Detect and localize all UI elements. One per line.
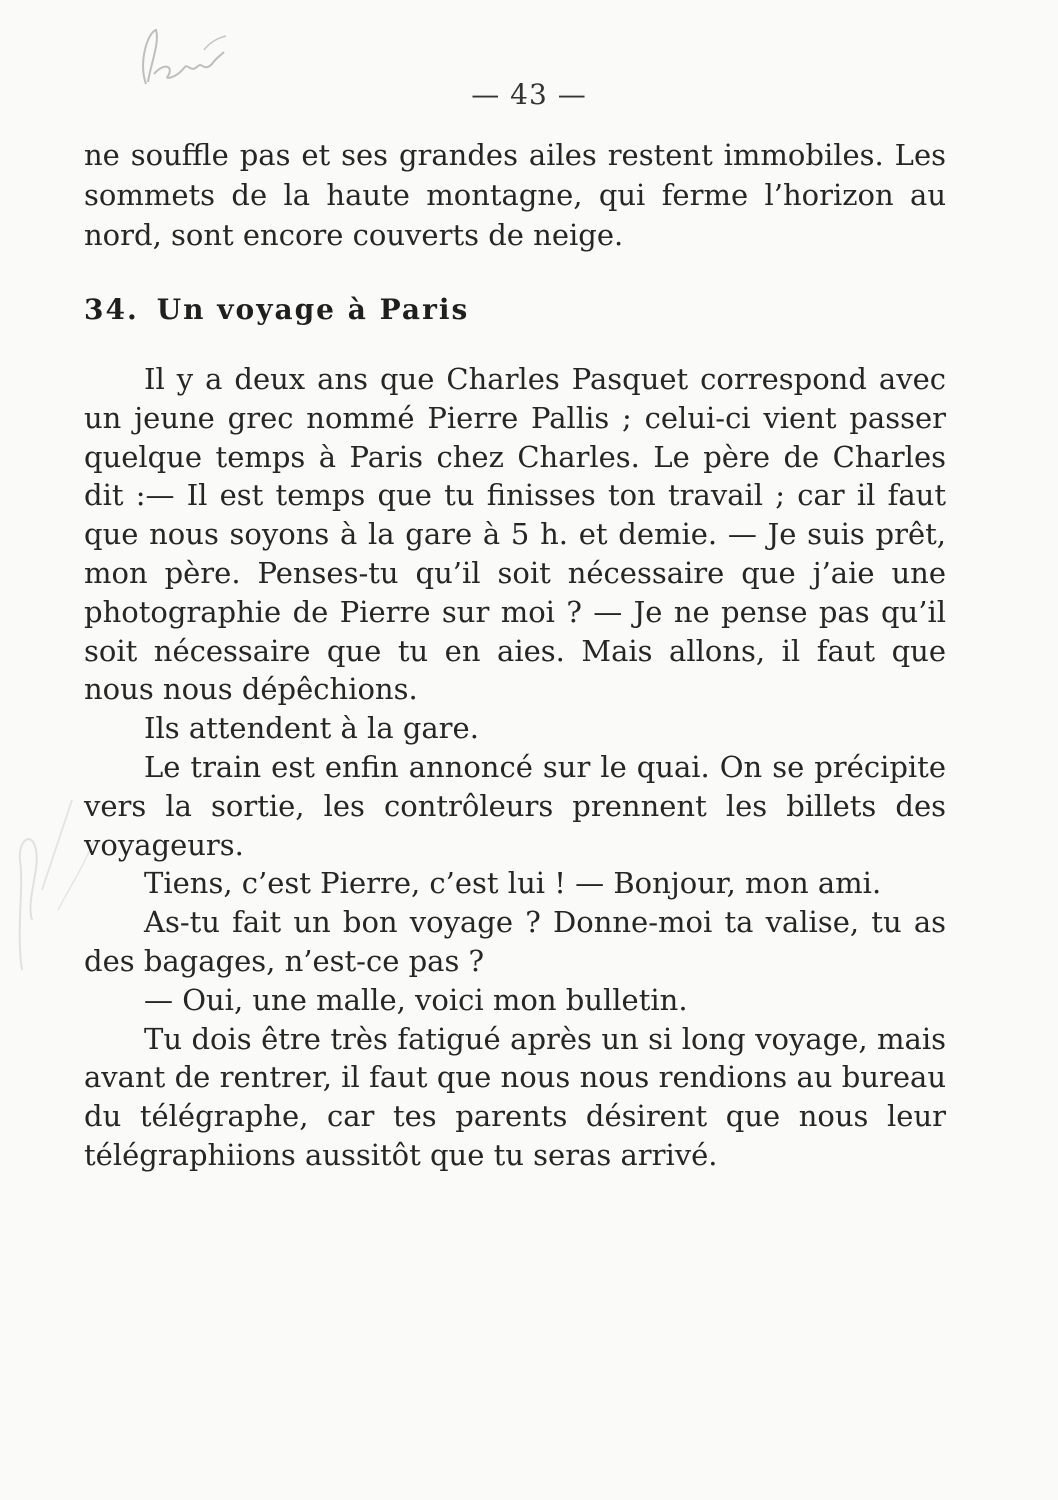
section-title: Un voyage à Paris — [156, 293, 470, 326]
paragraph: Le train est enfin annoncé sur le quai. On se précipite vers la sortie, les contrôleurs prennent les billets des voyageurs. — [84, 749, 946, 862]
paragraph: Tu dois être très fatigué après un si long voyage, mais avant de rentrer, il faut que nous nous rendions au bureau du télégraphe, car tes parents désirent que nous leur télégraphiions aussitôt que tu seras arrivé. — [84, 1021, 946, 1172]
section-heading — [84, 293, 469, 326]
paragraph: — Oui, une malle, voici mon bulletin. — [144, 982, 688, 1017]
continuation-paragraph — [84, 135, 946, 255]
paragraph: As-tu fait un bon voyage ? Donne-moi ta valise, tu as des bagages, n’est-ce pas ? — [84, 905, 946, 978]
page-number: — 43 — — [471, 78, 587, 111]
section-body — [84, 360, 946, 1175]
paragraph: Il y a deux ans que Charles Pasquet correspond avec un jeune grec nommé Pierre Pallis ; celui-ci vient passer quelque temps à Paris chez Charles. Le père de Charles dit :— Il est temps que tu finisses ton travail ; car il faut que nous soyons à la gare à 5 h. et demie. — Je suis prêt, mon père. Penses-tu qu’il soit nécessaire que j’aie une photographie de Pierre sur moi ? — Je ne pense pas qu’il soit nécessaire que tu en aies. Mais allons, il faut que nous nous dépêchions. — [84, 362, 946, 707]
paragraph: Tiens, c’est Pierre, c’est lui ! — Bonjour, mon ami. — [144, 866, 882, 901]
section-number: 34. — [84, 293, 139, 326]
continuation-text: ne souffle pas et ses grandes ailes restent immobiles. Les sommets de la haute montagne, qui ferme l’horizon au nord, sont encore couverts de neige. — [84, 138, 946, 252]
paragraph: Ils attendent à la gare. — [144, 711, 479, 746]
